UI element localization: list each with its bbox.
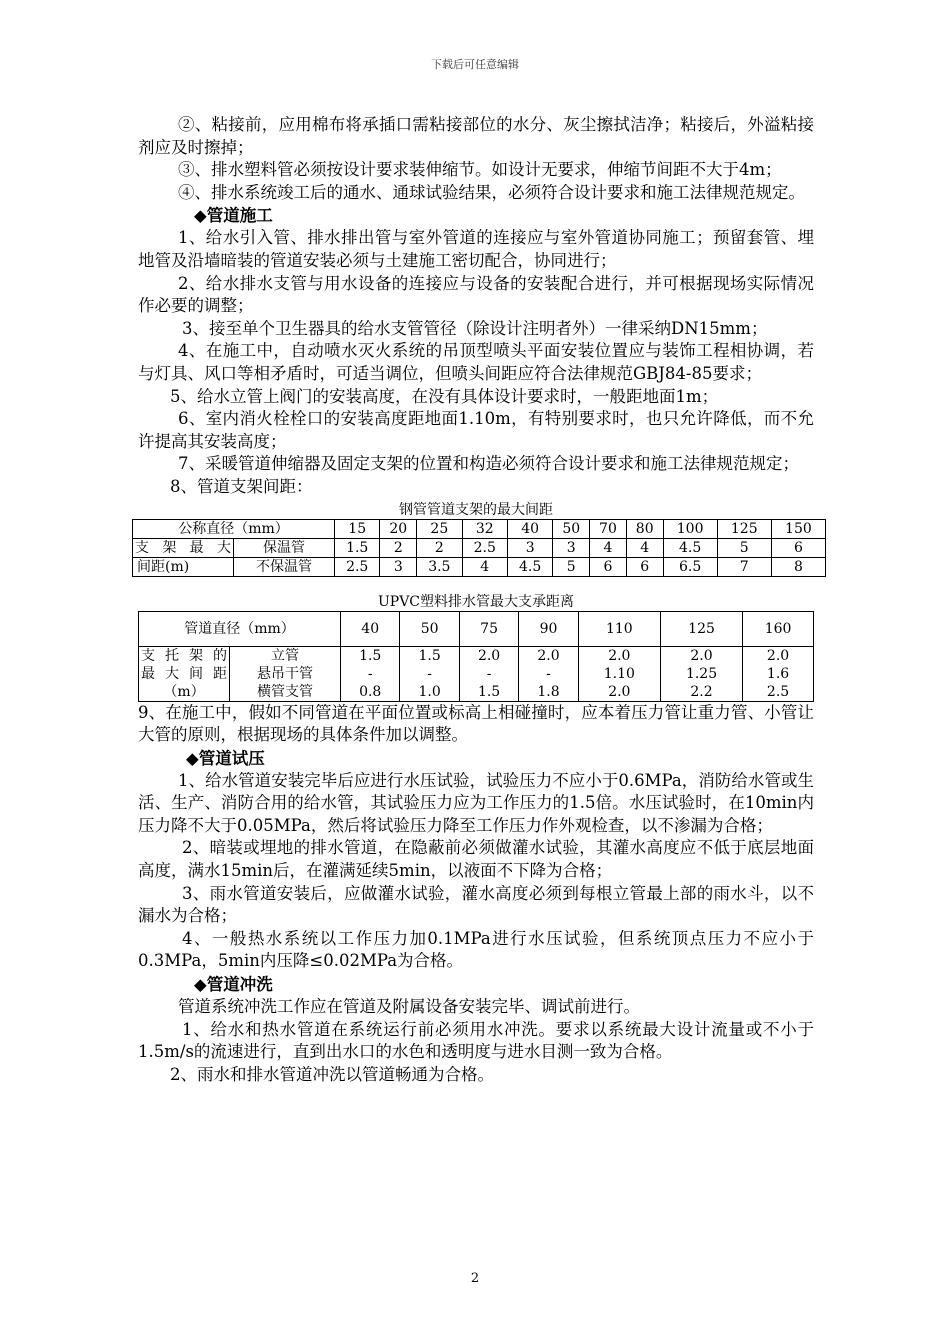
- table-cell: 间距(m): [133, 557, 234, 576]
- paragraph: 1、给水管道安装完毕后应进行水压试验，试验压力不应小于0.6MPa，消防给水管或生活、生产、消防合用的给水管，其试验压力应为工作压力的1.5倍。水压试验时，在10min内压力降不大于0.05MPa，然后将试验压力降至工作压力作外观检查，以不渗漏为合格；: [138, 770, 814, 835]
- table-cell: 2: [417, 538, 462, 557]
- section-title-pressure-test: ◆管道试压: [186, 748, 265, 768]
- paragraph: ②、粘接前，应用棉布将承插口需粘接部位的水分、灰尘擦拭洁净；粘接后，外溢粘接剂应及时擦掉；: [138, 115, 814, 157]
- section-title-flushing: ◆管道冲洗: [194, 975, 273, 995]
- table-cell: 2.5: [335, 557, 380, 576]
- table-cell: 8: [771, 557, 825, 576]
- row-label-line: 最大间距: [141, 665, 227, 682]
- table-cell: 80: [626, 519, 663, 538]
- value: 1.5: [477, 683, 501, 700]
- value: 1.6: [766, 665, 790, 682]
- paragraph: 9、在施工中，假如不同管道在平面位置或标高上相碰撞时，应本着压力管让重力管、小管让大管的原则，根据现场的具体条件加以调整。: [138, 702, 814, 745]
- table-caption: UPVC塑料排水管最大支承距离: [377, 593, 575, 610]
- document-body: [135, 114, 814, 1086]
- table-cell: 160: [743, 611, 814, 646]
- paragraph: 4、一般热水系统以工作压力加0.1MPa进行水压试验，但系统顶点压力不应小于0.3MPa，5min内压降≤0.02MPa为合格。: [138, 928, 814, 971]
- paragraph: ④、排水系统竣工后的通水、通球试验结果，必须符合设计要求和施工法律规范规定。: [178, 182, 805, 202]
- table-cell: 支架最大: [133, 538, 234, 557]
- table-cell: 100: [663, 519, 717, 538]
- table-cell: 70: [590, 519, 627, 538]
- table-cell: 4.5: [507, 557, 552, 576]
- table-cell: 不保温管: [234, 557, 335, 576]
- paragraph: 8、管道支架间距：: [170, 476, 313, 496]
- value: 1.25: [685, 665, 718, 682]
- table-cell: 20: [380, 519, 417, 538]
- value: 1.5: [359, 647, 382, 664]
- value: -: [486, 665, 492, 682]
- table-cell: 4.5: [663, 538, 717, 557]
- table-row: [139, 611, 814, 646]
- table-cell: 4: [626, 538, 663, 557]
- table-caption: 钢管管道支架的最大间距: [399, 501, 553, 518]
- upvc-pipe-support-table: [138, 611, 814, 702]
- table-cell: 50: [553, 519, 590, 538]
- value: 1.5: [418, 647, 441, 664]
- table-cell: 2: [380, 538, 417, 557]
- table-cell: 3: [553, 538, 590, 557]
- steel-pipe-support-table: [132, 519, 826, 577]
- value: -: [367, 665, 373, 682]
- table-cell: 90: [519, 611, 578, 646]
- paragraph: 1、给水和热水管道在系统运行前必须用水冲洗。要求以系统最大设计流量或不小于1.5m/s的流速进行，直到出水口的水色和透明度与进水目测一致为合格。: [138, 1019, 814, 1062]
- value: 2.0: [690, 647, 713, 664]
- table-cell: 25: [417, 519, 462, 538]
- table-cell: 40: [341, 611, 400, 646]
- table-cell: 6: [590, 557, 627, 576]
- paragraph: 2、给水排水支管与用水设备的连接应与设备的安装配合进行，并可根据现场实际情况作必要的调整；: [138, 273, 814, 316]
- table-cell: 4: [590, 538, 627, 557]
- table-cell: 6: [771, 538, 825, 557]
- paragraph: 4、在施工中，自动喷水灭火系统的吊顶型喷头平面安装位置应与装饰工程相协调，若与灯具、风口等相矛盾时，可适当调位，但喷头间距应符合法律规范GBJ84-85要求；: [138, 341, 814, 383]
- value: 2.0: [537, 647, 560, 664]
- table-cell: [341, 646, 400, 701]
- table-cell: [660, 646, 742, 701]
- paragraph: 5、给水立管上阀门的安装高度，在没有具体设计要求时，一般距地面1m；: [170, 386, 719, 406]
- value: -: [427, 665, 433, 682]
- pipe-type-label: 横管支管: [257, 683, 313, 700]
- value: -: [546, 665, 551, 682]
- table-cell: 15: [335, 519, 380, 538]
- table-row: [133, 557, 826, 576]
- row-label-line: 支托架的: [141, 647, 227, 664]
- value: 0.8: [359, 683, 382, 700]
- value: 2.5: [766, 683, 790, 700]
- table-header-cell: 管道直径（mm）: [139, 611, 341, 646]
- pipe-type-label: 悬吊干管: [257, 665, 313, 682]
- row-label-line: （m）: [163, 683, 205, 700]
- value: 1.0: [418, 683, 441, 700]
- table-cell: 6: [626, 557, 663, 576]
- table-cell: 4: [462, 557, 507, 576]
- paragraph: 3、雨水管道安装后，应做灌水试验，灌水高度必须到每根立管最上部的雨水斗，以不漏水为合格；: [138, 883, 814, 926]
- table-cell: 7: [717, 557, 771, 576]
- table-cell: [743, 646, 814, 701]
- page-header: 下载后可任意编辑: [431, 58, 519, 71]
- paragraph: ③、排水塑料管必须按设计要求装伸缩节。如设计无要求，伸缩节间距不大于4m；: [178, 160, 782, 180]
- table-cell: 125: [717, 519, 771, 538]
- table-cell: 3: [507, 538, 552, 557]
- table-cell: 3.5: [417, 557, 462, 576]
- table-cell: [459, 646, 518, 701]
- paragraph: 6、室内消火栓栓口的安装高度距地面1.10m，有特别要求时，也只允许降低，而不允许提高其安装高度；: [138, 409, 814, 451]
- paragraph: 7、采暖管道伸缩器及固定支架的位置和构造必须符合设计要求和施工法律规范规定；: [178, 454, 799, 474]
- table-cell: 5: [717, 538, 771, 557]
- table-cell: 保温管: [234, 538, 335, 557]
- table-cell: [519, 646, 578, 701]
- table-cell: 3: [380, 557, 417, 576]
- table-cell: [139, 646, 230, 701]
- value: 1.8: [537, 683, 560, 700]
- table-cell: 32: [462, 519, 507, 538]
- paragraph: 管道系统冲洗工作应在管道及附属设备安装完毕、调试前进行。: [178, 997, 640, 1017]
- table-cell: 1.5: [335, 538, 380, 557]
- paragraph: 2、雨水和排水管道冲洗以管道畅通为合格。: [170, 1064, 494, 1084]
- value: 2.0: [477, 647, 501, 664]
- pipe-type-label: 立管: [271, 647, 299, 664]
- table-row: [139, 646, 814, 701]
- page-number: 2: [470, 1271, 480, 1286]
- paragraph: 2、暗装或埋地的排水管道，在隐蔽前必须做灌水试验，其灌水高度应不低于底层地面高度，满水15min后，在灌满延续5min，以液面不下降为合格；: [138, 838, 814, 881]
- section-title-construction: ◆管道施工: [194, 206, 273, 226]
- table-cell: 150: [771, 519, 825, 538]
- table-cell: 50: [400, 611, 459, 646]
- value: 1.10: [603, 665, 635, 682]
- table-row: [133, 538, 826, 557]
- table-cell: 110: [578, 611, 660, 646]
- table-cell: [400, 646, 459, 701]
- table-cell: 40: [507, 519, 552, 538]
- table-cell: 75: [459, 611, 518, 646]
- table-header-cell: 公称直径（mm）: [133, 519, 335, 538]
- value: 2.0: [766, 647, 790, 664]
- table-cell: [230, 646, 341, 701]
- value: 2.0: [608, 647, 631, 664]
- table-cell: 2.5: [462, 538, 507, 557]
- table-cell: [578, 646, 660, 701]
- value: 2.2: [690, 683, 713, 700]
- table-row: [133, 519, 826, 538]
- table-cell: 6.5: [663, 557, 717, 576]
- value: 2.0: [608, 683, 631, 700]
- table-cell: 125: [660, 611, 742, 646]
- paragraph: 1、给水引入管、排水排出管与室外管道的连接应与室外管道协同施工；预留套管、埋地管及沿墙暗装的管道安装必须与土建施工密切配合，协同进行；: [138, 228, 814, 270]
- table-cell: 5: [553, 557, 590, 576]
- paragraph: 3、接至单个卫生器具的给水支管管径（除设计注明者外）一律采纳DN15mm；: [182, 318, 768, 338]
